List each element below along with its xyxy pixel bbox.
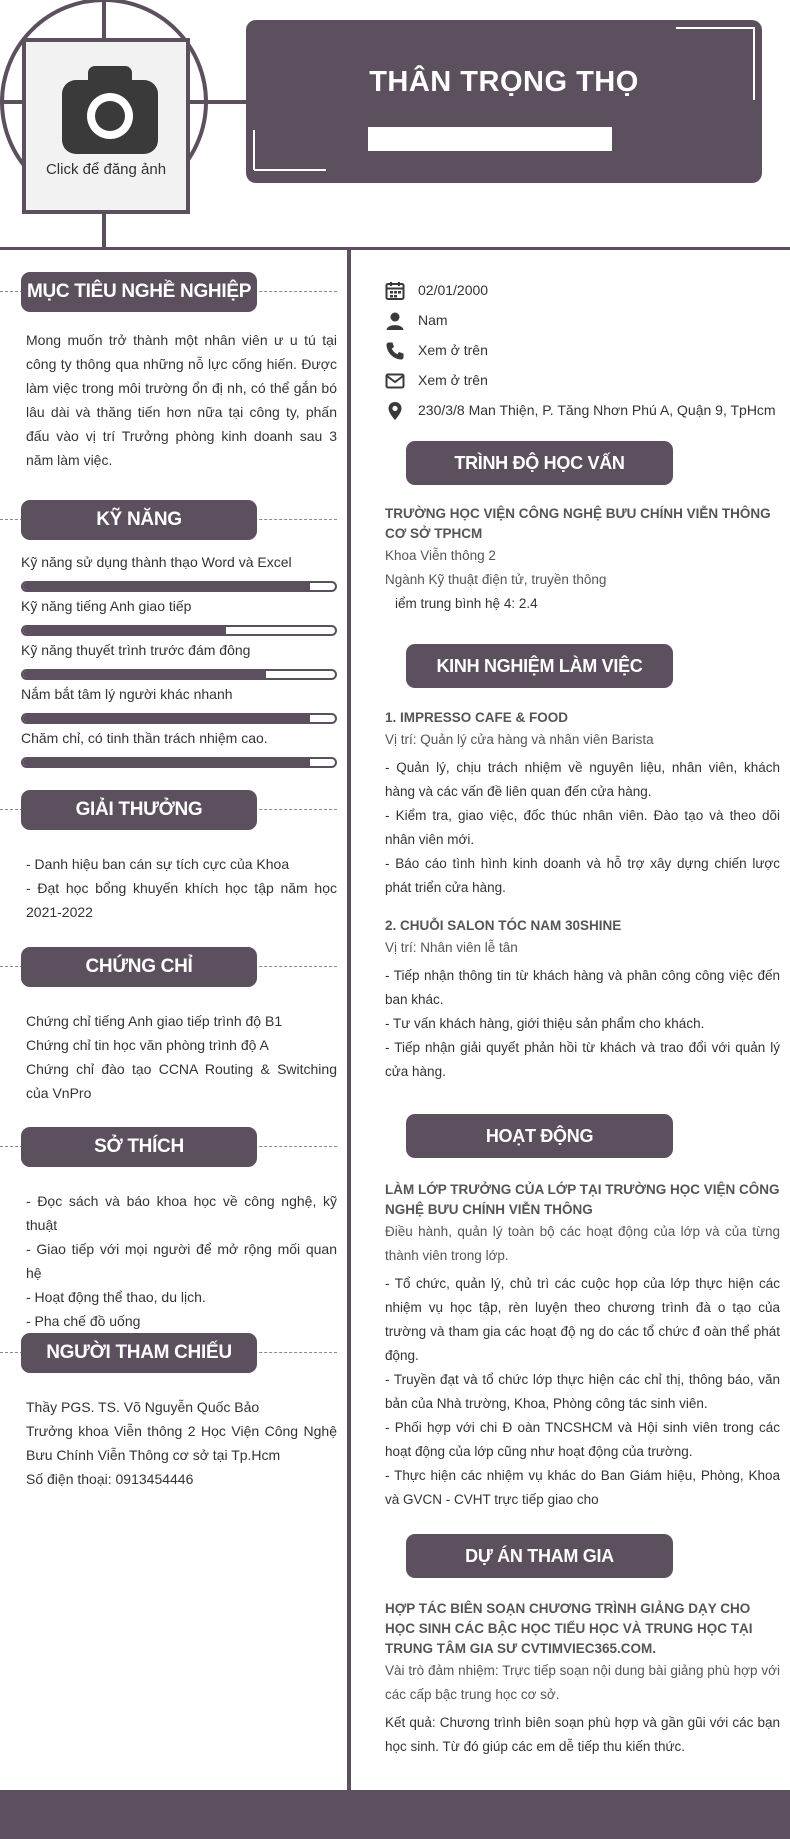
job-duty: - Báo cáo tình hình kinh doanh và hỗ trợ xây dựng chiến lược phát triển cửa hàng. bbox=[385, 856, 780, 895]
certificate-line: Chứng chỉ đào tạo CCNA Routing & Switching của VnPro bbox=[26, 1061, 337, 1101]
full-name: THÂN TRỌNG THỌ bbox=[369, 66, 639, 98]
job-title-field[interactable] bbox=[368, 127, 612, 151]
award-line: - Danh hiệu ban cán sự tích cực của Khoa bbox=[26, 856, 290, 872]
skill-item bbox=[0, 686, 347, 730]
project-result: Kết quả: Chương trình biên soạn phù hợp và gần gũi với các bạn học sinh. Từ đó giúp các em dễ tiếp thu kiến thức. bbox=[385, 1715, 780, 1754]
photo-upload-hint: Click để đăng ảnh bbox=[45, 161, 167, 178]
skill-item bbox=[0, 598, 347, 642]
activity-line: - Thực hiện các nhiệm vụ khác do Ban Giám hiệu, Phòng, Khoa và GVCN - CVHT trực tiếp giao cho bbox=[385, 1468, 780, 1507]
left-column bbox=[0, 250, 347, 1790]
objective-text: Mong muốn trở thành một nhân viên ư u tú tại công ty thông qua những nỗ lực cống hiến. Được làm việc trong môi trường ổn đị nh, có thể gắn bó lâu dài và thăng tiến hơn nữa tại công ty, phấn đấu vào vị trí Trưởng phòng kinh doanh sau 3 năm làm việc. bbox=[26, 332, 337, 468]
skill-level-bar bbox=[21, 713, 337, 724]
job-duty: - Kiểm tra, giao việc, đốc thúc nhân viên. Đào tạo và theo dõi nhân viên mới. bbox=[385, 808, 780, 847]
activity-heading: LÀM LỚP TRƯỞNG CỦA LỚP TẠI TRƯỜNG HỌC VIỆN CÔNG NGHỆ BƯU CHÍNH VIỄN THÔNG bbox=[385, 1182, 780, 1217]
job-position: Vị trí: Quản lý cửa hàng và nhân viên Barista bbox=[385, 732, 654, 747]
banner-frame-decoration bbox=[246, 20, 762, 183]
hobbies-header bbox=[0, 1127, 347, 1167]
job-duty: - Quản lý, chịu trách nhiệm về nguyên liệu, nhân viên, khách hàng và các vấn đề liên quan đến cửa hàng. bbox=[385, 760, 780, 799]
skill-name: Kỹ năng thuyết trình trước đám đông bbox=[21, 642, 251, 658]
phone-icon bbox=[385, 341, 405, 361]
project-role: Vài trò đảm nhiệm: Trực tiếp soạn nội dung bài giảng phù hợp với các cấp bậc trung học cơ sở. bbox=[385, 1663, 780, 1702]
skill-level-bar bbox=[21, 581, 337, 592]
skill-level-fill bbox=[23, 627, 226, 634]
award-line: - Đạt học bổng khuyến khích học tập năm học 2021-2022 bbox=[26, 880, 337, 920]
right-column bbox=[351, 250, 790, 1790]
activity-line: - Truyền đạt và tổ chức lớp thực hiện các chỉ thị, thông báo, văn bản của Nhà trường, Khoa, Phòng công tác sinh viên. bbox=[385, 1372, 780, 1411]
calendar-icon bbox=[385, 281, 405, 301]
skill-name: Chăm chỉ, có tinh thần trách nhiệm cao. bbox=[21, 730, 268, 746]
email-icon bbox=[385, 371, 405, 391]
references-header bbox=[0, 1333, 347, 1373]
person-icon bbox=[385, 311, 405, 331]
skill-level-fill bbox=[23, 671, 266, 678]
footer-bar bbox=[0, 1790, 790, 1839]
certificates-title: CHỨNG CHỈ bbox=[21, 947, 257, 987]
skill-level-bar bbox=[21, 669, 337, 680]
skill-level-fill bbox=[23, 583, 310, 590]
skill-name: Nắm bắt tâm lý người khác nhanh bbox=[21, 686, 233, 702]
gender-value: Nam bbox=[418, 312, 448, 328]
reference-line: Trưởng khoa Viễn thông 2 Học Viện Công Nghệ Bưu Chính Viễn Thông cơ sở tại Tp.Hcm bbox=[26, 1423, 337, 1463]
projects-section bbox=[351, 1534, 790, 1759]
education-section bbox=[351, 441, 790, 616]
skill-level-fill bbox=[23, 759, 310, 766]
faculty: Khoa Viễn thông 2 bbox=[385, 548, 496, 563]
references-title: NGƯỜI THAM CHIẾU bbox=[21, 1333, 257, 1373]
job-position: Vị trí: Nhân viên lễ tân bbox=[385, 940, 518, 955]
certificates-header bbox=[0, 947, 347, 987]
project-heading: HỢP TÁC BIÊN SOẠN CHƯƠNG TRÌNH GIẢNG DẠY CHO HỌC SINH CÁC BẬC HỌC TIỂU HỌC VÀ TRUNG HỌC TẠI TRUNG TÂM GIA SƯ CVTIMVIEC365.COM. bbox=[385, 1601, 753, 1656]
hobby-line: - Pha chế đồ uống bbox=[26, 1313, 141, 1329]
hobbies-section bbox=[0, 1127, 347, 1333]
education-title: TRÌNH ĐỘ HỌC VẤN bbox=[406, 441, 673, 485]
skill-level-bar bbox=[21, 757, 337, 768]
hobbies-title: SỞ THÍCH bbox=[21, 1127, 257, 1167]
objective-section bbox=[0, 272, 347, 472]
certificate-line: Chứng chỉ tiếng Anh giao tiếp trình độ B1 bbox=[26, 1013, 283, 1029]
job-company: 1. IMPRESSO CAFE & FOOD bbox=[385, 710, 569, 725]
reference-line: Số điện thoại: 0913454446 bbox=[26, 1471, 194, 1487]
projects-title: DỰ ÁN THAM GIA bbox=[406, 1534, 673, 1578]
skills-header bbox=[0, 500, 347, 540]
awards-title: GIẢI THƯỞNG bbox=[21, 790, 257, 830]
job-duty: - Tư vấn khách hàng, giới thiệu sản phẩm cho khách. bbox=[385, 1016, 705, 1031]
job-company: 2. CHUỖI SALON TÓC NAM 30SHINE bbox=[385, 918, 622, 933]
skill-level-fill bbox=[23, 715, 310, 722]
hobby-line: - Giao tiếp với mọi người để mở rộng mối quan hệ bbox=[26, 1241, 337, 1281]
upload-photo-button[interactable] bbox=[22, 38, 190, 214]
school-name: TRƯỜNG HỌC VIỆN CÔNG NGHỆ BƯU CHÍNH VIỄN THÔNG CƠ SỞ TPHCM bbox=[385, 506, 771, 541]
job-duty: - Tiếp nhận thông tin từ khách hàng và phân công công việc đến ban khác. bbox=[385, 968, 780, 1007]
hobby-line: - Đọc sách và báo khoa học về công nghệ, kỹ thuật bbox=[26, 1193, 337, 1233]
experience-title: KINH NGHIỆM LÀM VIỆC bbox=[406, 644, 673, 688]
address-value: 230/3/8 Man Thiện, P. Tăng Nhơn Phú A, Quận 9, TpHcm bbox=[418, 402, 776, 418]
email-value: Xem ở trên bbox=[418, 372, 488, 388]
awards-header bbox=[0, 790, 347, 830]
references-section bbox=[0, 1333, 347, 1491]
skill-item bbox=[0, 554, 347, 598]
certificate-line: Chứng chỉ tin học văn phòng trình độ A bbox=[26, 1037, 269, 1053]
location-pin-icon bbox=[385, 401, 405, 421]
skill-name: Kỹ năng tiếng Anh giao tiếp bbox=[21, 598, 192, 614]
activity-line: - Tổ chức, quản lý, chủ trì các cuộc họp của lớp thực hiện các nhiệm vụ học tập, rèn luyện theo chương trình đà o tạo của trường và tham gia các hoạt độ ng do các tổ chức đ oàn thể phát động. bbox=[385, 1276, 780, 1363]
name-banner bbox=[246, 20, 762, 183]
skill-name: Kỹ năng sử dụng thành thạo Word và Excel bbox=[21, 554, 292, 570]
phone-value: Xem ở trên bbox=[418, 342, 488, 358]
skills-list bbox=[0, 554, 347, 774]
activities-title: HOẠT ĐỘNG bbox=[406, 1114, 673, 1158]
activity-line: - Phối hợp với chi Đ oàn TNCSHCM và Hội sinh viên trong các hoạt động của lớp cũng như hoạt động của trường. bbox=[385, 1420, 780, 1459]
awards-section bbox=[0, 790, 347, 924]
skill-item bbox=[0, 730, 347, 774]
experience-section bbox=[351, 644, 790, 1084]
objective-header bbox=[0, 272, 347, 312]
activity-summary: Điều hành, quản lý toàn bộ các hoạt động của lớp và của từng thành viên trong lớp. bbox=[385, 1224, 780, 1263]
gpa: iểm trung bình hệ 4: 2.4 bbox=[395, 596, 538, 611]
activities-section bbox=[351, 1114, 790, 1512]
camera-icon bbox=[62, 64, 158, 156]
skill-level-bar bbox=[21, 625, 337, 636]
skills-title: KỸ NĂNG bbox=[21, 500, 257, 540]
certificates-section bbox=[0, 947, 347, 1105]
hobby-line: - Hoạt động thể thao, du lịch. bbox=[26, 1289, 206, 1305]
birthdate-value: 02/01/2000 bbox=[418, 282, 489, 298]
cv-header bbox=[0, 0, 790, 250]
skills-section bbox=[0, 500, 347, 774]
job-duty: - Tiếp nhận giải quyết phản hồi từ khách và trao đổi với quản lý cửa hàng. bbox=[385, 1040, 780, 1079]
reference-line: Thầy PGS. TS. Võ Nguyễn Quốc Bảo bbox=[26, 1399, 260, 1415]
objective-title: MỤC TIÊU NGHỀ NGHIỆP bbox=[21, 272, 257, 312]
skill-item bbox=[0, 642, 347, 686]
major: Ngành Kỹ thuật điện tử, truyền thông bbox=[385, 572, 607, 587]
